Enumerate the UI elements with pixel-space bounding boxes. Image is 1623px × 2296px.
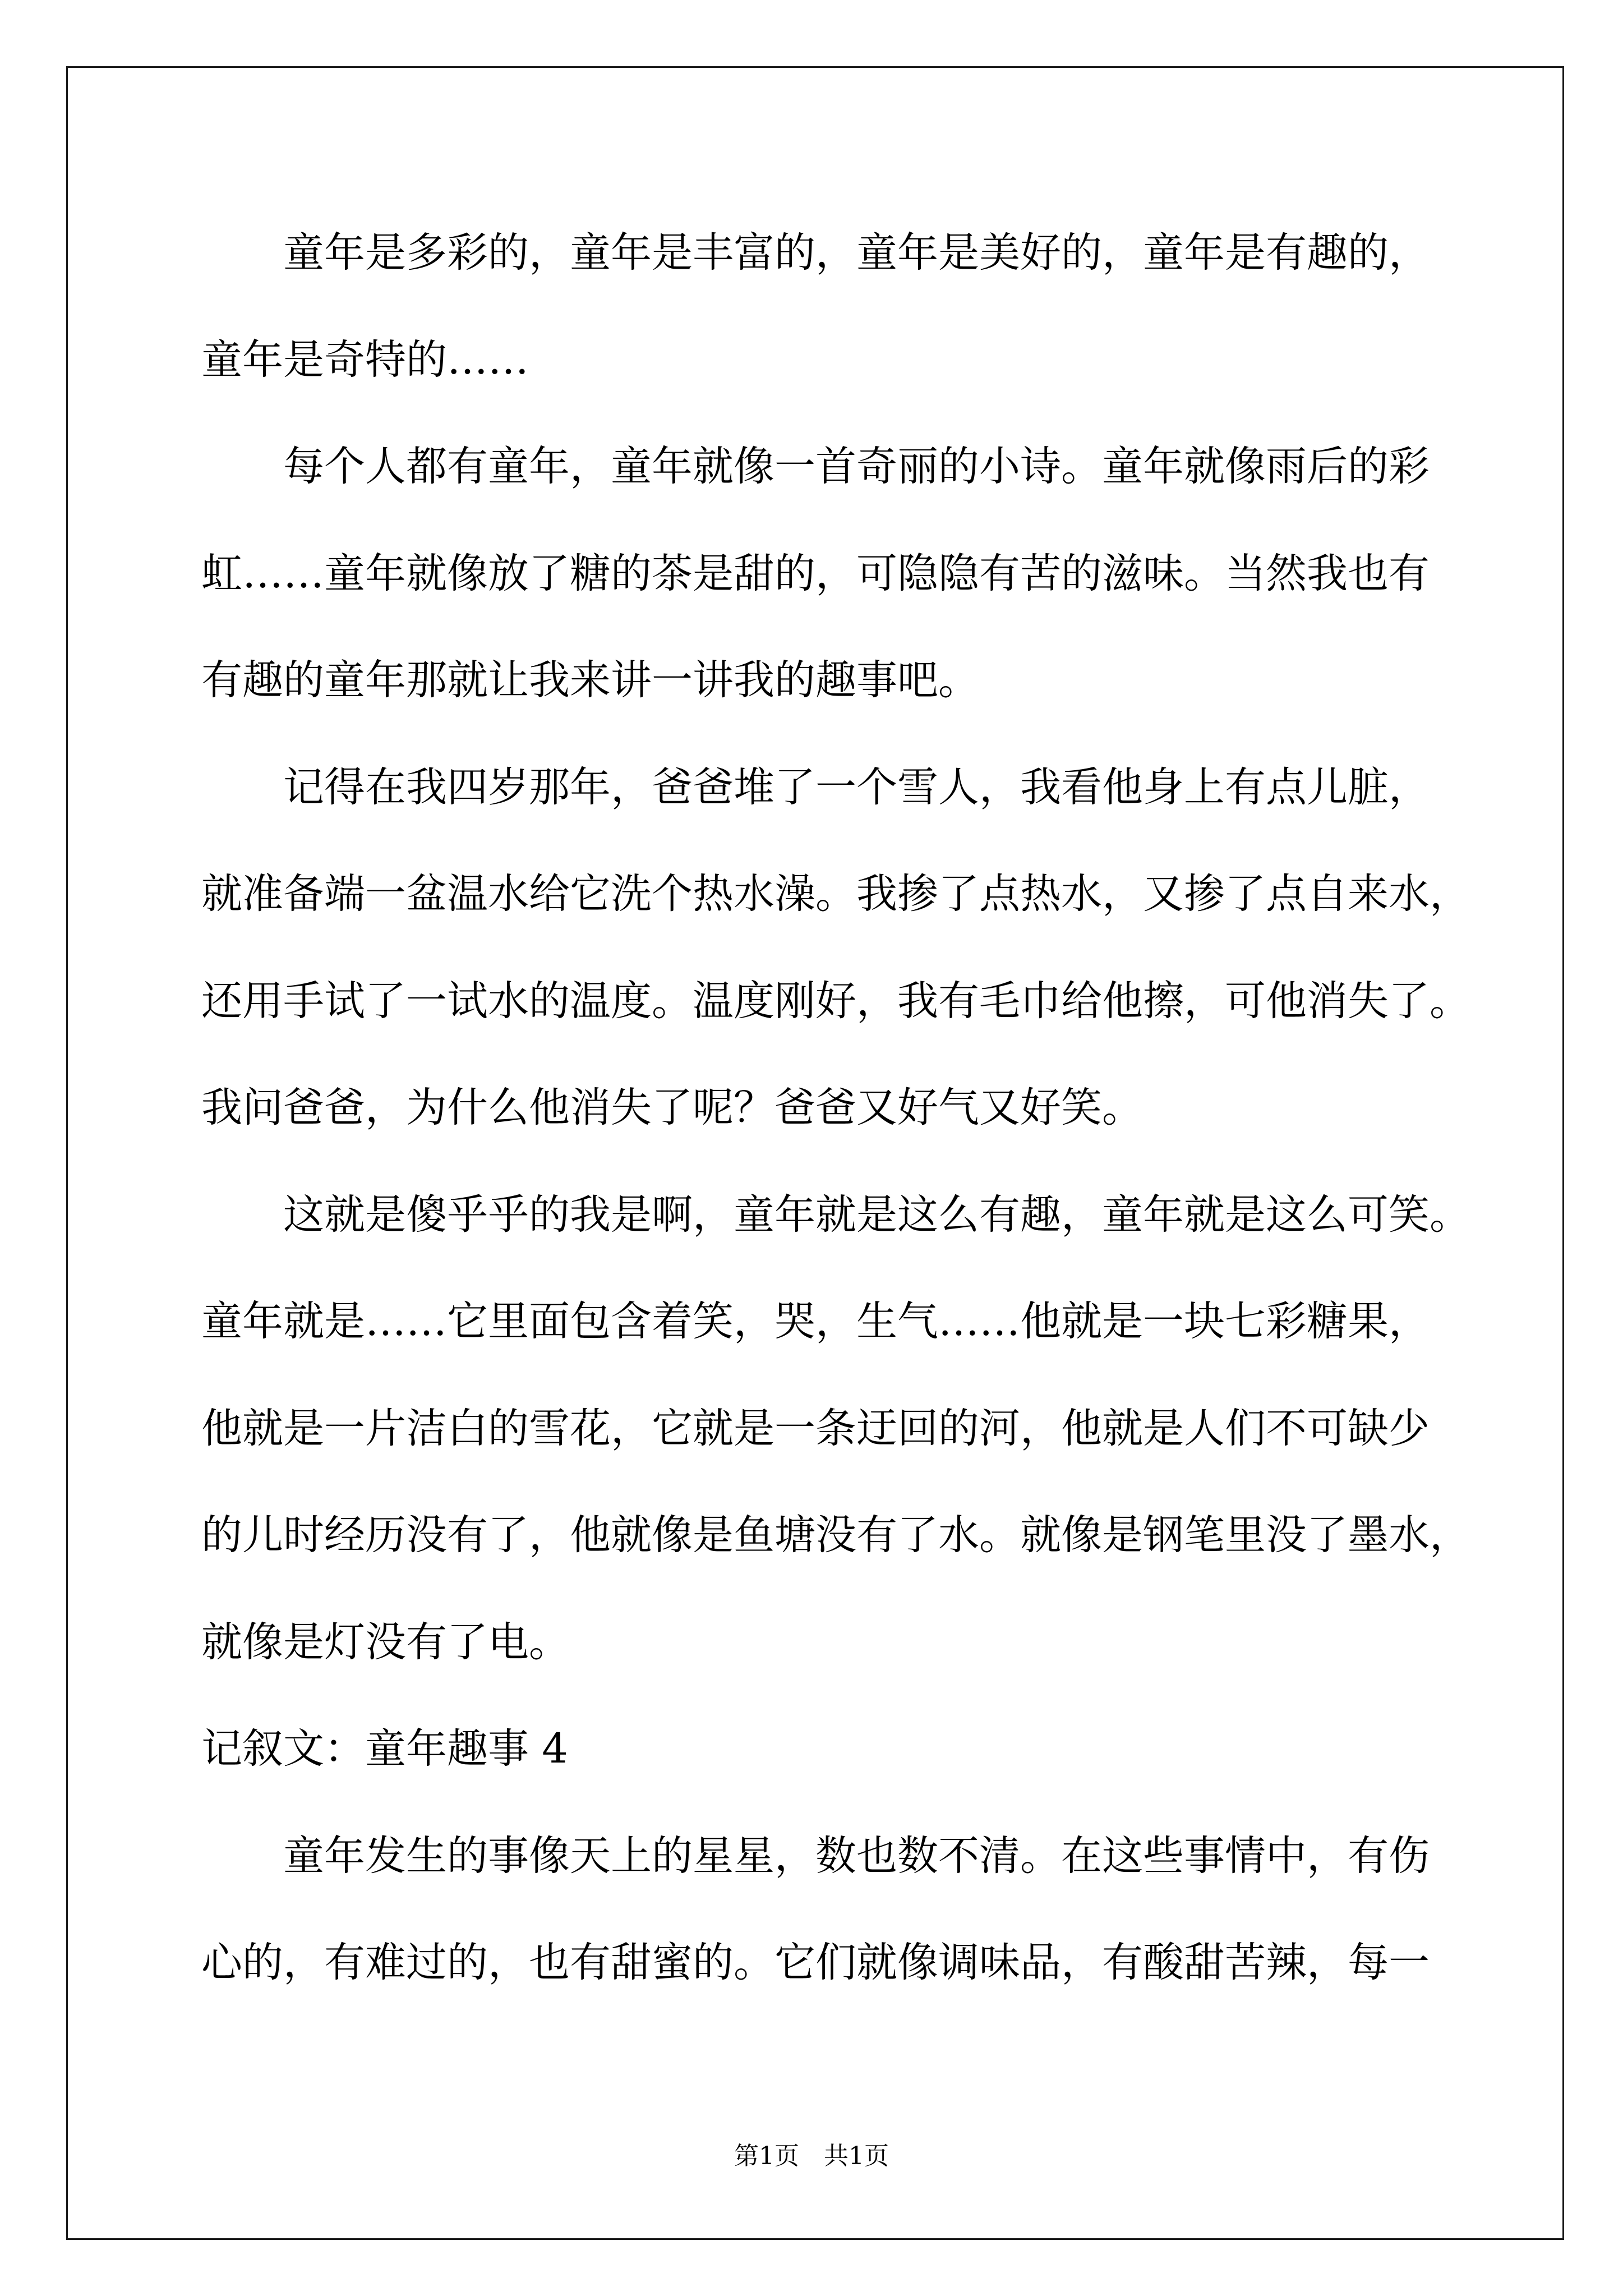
body-line: 还用手试了一试水的温度。温度刚好，我有毛巾给他擦，可他消失了。 <box>201 977 1470 1025</box>
body-line: 童年是多彩的，童年是丰富的，童年是美好的，童年是有趣的， <box>283 229 1430 277</box>
body-line: 童年就是……它里面包含着笑，哭，生气……他就是一块七彩糖果， <box>201 1297 1430 1345</box>
body-line: 就像是灯没有了电。 <box>201 1618 570 1666</box>
body-line: 心的，有难过的，也有甜蜜的。它们就像调味品，有酸甜苦辣，每一 <box>201 1939 1430 1986</box>
body-line: 就准备端一盆温水给它洗个热水澡。我掺了点热水，又掺了点自来水， <box>201 870 1470 918</box>
section-heading: 记叙文：童年趣事 4 <box>201 1725 568 1773</box>
body-line: 每个人都有童年，童年就像一首奇丽的小诗。童年就像雨后的彩 <box>283 443 1430 490</box>
body-line: 虹……童年就像放了糖的茶是甜的，可隐隐有苦的滋味。当然我也有 <box>201 549 1430 597</box>
body-line: 童年是奇特的…… <box>201 335 529 384</box>
document-body <box>201 200 1491 2017</box>
body-line: 我问爸爸，为什么他消失了呢？爸爸又好气又好笑。 <box>201 1084 1143 1131</box>
body-line: 有趣的童年那就让我来讲一讲我的趣事吧。 <box>201 656 979 704</box>
body-line: 这就是傻乎乎的我是啊，童年就是这么有趣，童年就是这么可笑。 <box>283 1190 1470 1239</box>
body-line: 童年发生的事像天上的星星，数也数不清。在这些事情中，有伤 <box>283 1832 1430 1880</box>
body-line: 记得在我四岁那年，爸爸堆了一个雪人，我看他身上有点儿脏， <box>283 763 1430 811</box>
page-footer: 第1页 共1页 <box>734 2142 889 2170</box>
body-line: 的儿时经历没有了，他就像是鱼塘没有了水。就像是钢笔里没了墨水， <box>201 1511 1470 1559</box>
body-line: 他就是一片洁白的雪花，它就是一条迂回的河，他就是人们不可缺少 <box>201 1404 1430 1452</box>
